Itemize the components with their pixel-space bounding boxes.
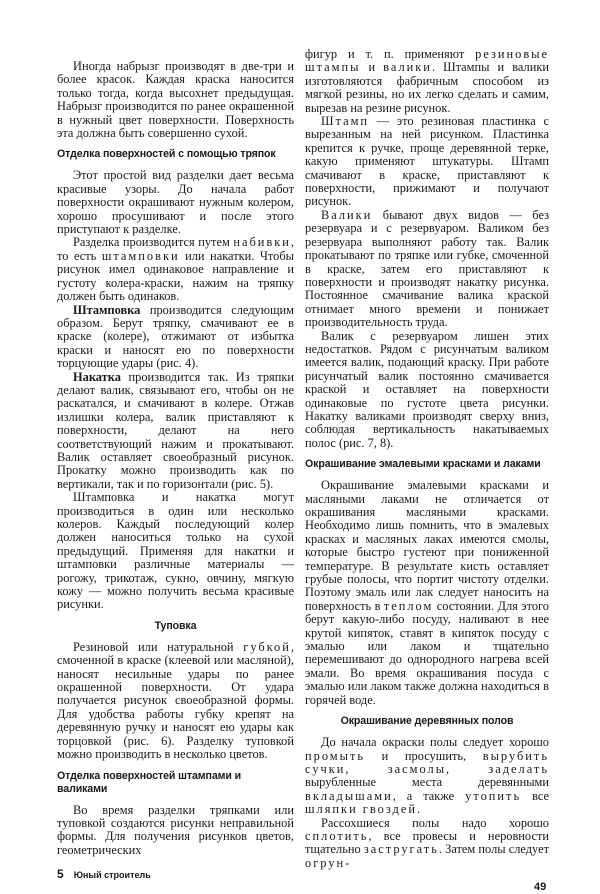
spaced-term: набивки bbox=[233, 235, 291, 250]
spaced-term: вырубить сучки, засмолы, заделать bbox=[305, 748, 549, 776]
spaced-term: вкладышами bbox=[305, 788, 393, 803]
paragraph bbox=[57, 169, 294, 236]
text-run: , то есть bbox=[57, 235, 294, 263]
text-run: Окрашивание эмалевыми красками и масляными лаками не отличается от окрашивания масляными красками. Необходимо лишь помнить, что в эмалевых красках и масляных лаках имеются смолы, которые быстро густеют при пониженной температуре. В результате кисть оставляет грубые полосы, что портит чистоту отделки. Поэтому эмаль или лак следует наносить на поверхность в bbox=[305, 478, 549, 613]
text-run: Во время разделки тряпками или туповкой создаются рисунки неправильной формы. Для получения рисунков цветов, геометрических bbox=[57, 802, 294, 857]
paragraph bbox=[305, 736, 549, 816]
spaced-term: шляпки гвоздей bbox=[305, 802, 417, 817]
text-run: Разделка производится путем bbox=[73, 235, 234, 250]
text-run: . Штампы и валики изготовляются фабричным способом из мягкой резины, но их легко сделать и самим, вырезав на резине рисунок. bbox=[305, 60, 549, 115]
text-run: или накатки. Чтобы рисунок имел одинаковое направление и густоту колера-краски, нажим на тряпку должен быть одинаков. bbox=[57, 248, 294, 304]
spaced-term: валики bbox=[383, 60, 432, 75]
text-run: Штамповка и накатка могут производиться в один или несколько колеров. Каждый последующий колер должен наноситься только на сухой предыдущий. Применяя для накатки и штамповки различные материалы — рогожу, трикотаж, сукно, овчину, мягкую кожу — можно получить весьма красивые рисунки. bbox=[57, 490, 294, 612]
spaced-term: утопить bbox=[465, 788, 522, 803]
spaced-term: огрун- bbox=[305, 855, 352, 870]
text-run: производится так. Из тряпки делают валик, связывают его, чтобы он не раскатался, и смачивают в колере. Отжав излишки колера, валик приставляют к поверхности, делают на него соответствующий нажим и прокатывают. Валик оставляет своеобразный рисунок. Прокатку можно производить как по вертикали, так и по горизонтали (рис. 5). bbox=[57, 369, 294, 491]
text-run: , а также bbox=[392, 788, 466, 803]
text-run: фигур и т. п. применяют bbox=[305, 47, 476, 61]
paragraph bbox=[305, 817, 549, 871]
section-heading: Отделка поверхностей с помощью тряпок bbox=[57, 148, 276, 161]
paragraph bbox=[305, 48, 549, 115]
page-number: 49 bbox=[534, 881, 547, 893]
bold-term: Накатка bbox=[73, 369, 121, 384]
section-heading: Окрашивание эмалевыми красками и лаками bbox=[305, 458, 541, 471]
footer-number: 5 bbox=[57, 867, 64, 881]
spaced-term: резиновые штампы bbox=[305, 47, 549, 75]
text-run: Валик с резервуаром лишен этих недостатков. Рядом с рисунчатым валиком имеется валик, подающий краску. При работе рисунчатый валик постоянно смачивается краской и оставляет на поверхности одинаковые по густоте цвета рисунки. Накатку валиками производят сверху вниз, соблюдая вертикальность накатываемых полос (рис. 7, 8). bbox=[305, 328, 549, 450]
section-heading: Окрашивание деревянных полов bbox=[340, 715, 514, 728]
text-run: . Затем полы следует bbox=[438, 842, 549, 857]
paragraph bbox=[57, 60, 294, 140]
left-column bbox=[57, 60, 294, 857]
footer-journal bbox=[57, 867, 151, 882]
text-run: вырубленные места деревянными bbox=[305, 775, 549, 790]
text-run: , все провесы и неровности тщательно bbox=[305, 828, 549, 857]
text-run: Этот простой вид разделки дает весьма красивые узоры. До начала работ поверхности окрашивают нужным колером, хорошо просушивают и после этого приступают к разделке. bbox=[57, 168, 294, 237]
text-run: Иногда набрызг производят в две-три и более красок. Каждая краска наносится только тогда, когда высохнет предыдущая. Набрызг производится по ранее окрашенной в нужный цвет поверхности. Поверхность эта должна быть совершенно сухой. bbox=[57, 59, 294, 141]
paragraph bbox=[57, 491, 294, 612]
section-heading: Отделка поверхностей штампами и валиками bbox=[57, 769, 242, 795]
spaced-term: застругать bbox=[363, 842, 439, 857]
right-column bbox=[305, 48, 549, 870]
paragraph bbox=[305, 479, 549, 707]
text-run: — это резиновая пластинка с вырезанным на ней рисунком. Пластинка крепится к ручке, проще деревянной терке, какую применяют штукатуры. Штамп смачивают в краске, приставляют к поверхности, прижимают и получают рисунок. bbox=[305, 114, 549, 209]
text-run: Резиновой или натуральной bbox=[73, 639, 244, 654]
paragraph bbox=[57, 304, 294, 371]
text-run: , смоченной в краске (клеевой или масляной), наносят несильные удары по ранее окрашенной поверхности. От удара получается рисунок своеобразной формы. Для удобства работы губку крепят на деревянную ручку и наносят ею удары как торцовкой (рис. 6). Разделку туповкой можно производить в несколько цветов. bbox=[57, 639, 294, 762]
paragraph bbox=[57, 236, 294, 303]
paragraph bbox=[57, 804, 294, 858]
paragraph bbox=[57, 641, 294, 762]
bold-term: Штамповка bbox=[73, 302, 141, 317]
spaced-term: сплотить bbox=[305, 828, 369, 843]
spaced-term: промыть bbox=[305, 748, 366, 763]
paragraph bbox=[305, 209, 549, 330]
spaced-term: губкой bbox=[243, 639, 291, 654]
paragraph bbox=[57, 371, 294, 492]
spaced-term: штамповки bbox=[101, 248, 180, 263]
text-run: состоянии. Для этого берут какую-либо посуду, наливают в нее крутой кипяток, ставят в кипяток посуду с эмалью или лаком и тщательно перемешивают до однородного нагрева всей эмали. Во время окрашивания посуда с эмалью или лаком также должна находиться в горячей воде. bbox=[305, 598, 549, 707]
text-run: Рассохшиеся полы надо хорошо bbox=[321, 815, 549, 830]
paragraph bbox=[305, 330, 549, 451]
text-run: . bbox=[416, 802, 421, 817]
text-run: все bbox=[521, 788, 550, 803]
journal-title: Юный строитель bbox=[73, 870, 151, 880]
section-heading: Туповка bbox=[154, 619, 197, 632]
text-run: и bbox=[360, 60, 384, 75]
text-run: бывают двух видов — без резервуара и с резервуаром. Валиком без резервуара выполняют работу так. Валик прокатывают по тряпке или губке, смоченной в краске, затем его приставляют к поверхности и производят накатку рисунка. Постоянное смачивание валика краской отнимает много времени и понижает производительность труда. bbox=[305, 207, 549, 330]
spaced-term: Валики bbox=[321, 207, 373, 222]
text-run: До начала окраски полы следует хорошо bbox=[321, 735, 549, 750]
spaced-term: теплом bbox=[383, 598, 434, 613]
paragraph bbox=[305, 115, 549, 209]
text-run: и просушить, bbox=[365, 748, 483, 763]
spaced-term: Штамп bbox=[321, 114, 370, 129]
text-run: производится следующим образом. Берут тряпку, смачивают ее в краске (колере), отжимают от избытка краски и наносят ею по поверхности торцующие удары (рис. 4). bbox=[57, 302, 294, 371]
